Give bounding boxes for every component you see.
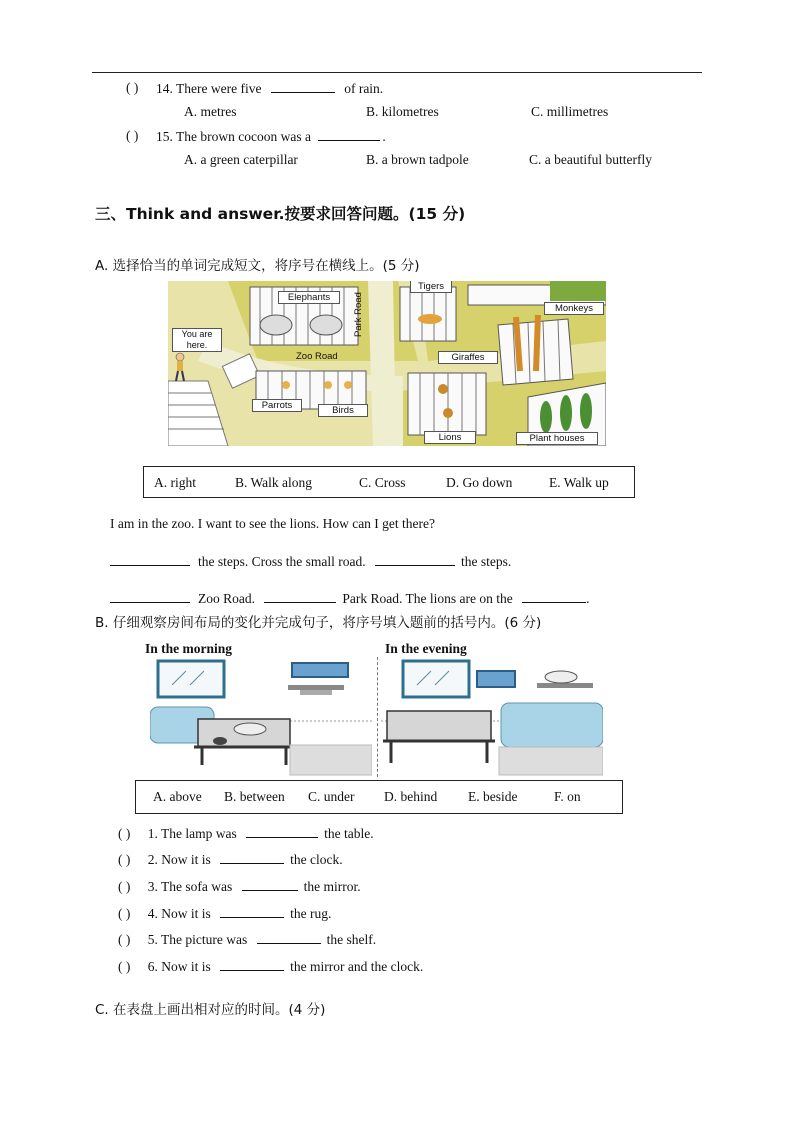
q15-paren: ( ) xyxy=(126,128,139,143)
top-rule xyxy=(92,72,702,73)
partB-q2: ( ) 2. Now it is the clock. xyxy=(118,852,343,867)
label-evening: In the evening xyxy=(385,641,467,656)
q14-option-c[interactable]: C. millimetres xyxy=(531,104,609,119)
q14-option-b[interactable]: B. kilometres xyxy=(366,104,439,119)
partA-options-box xyxy=(143,466,635,498)
q14-paren: ( ) xyxy=(126,80,139,95)
partB-option-b: B. between xyxy=(224,789,285,804)
q6-answer-paren[interactable]: ( ) xyxy=(118,959,131,974)
q1-answer-paren[interactable]: ( ) xyxy=(118,826,131,841)
section3-title: 三、Think and answer.按要求回答问题。(15 分) xyxy=(95,205,466,223)
map-label-tigers: Tigers xyxy=(410,281,452,293)
zoo-map xyxy=(168,281,606,446)
q3-blank[interactable] xyxy=(242,878,298,891)
partB-q3: ( ) 3. The sofa was the mirror. xyxy=(118,879,361,894)
q15-blank[interactable] xyxy=(318,128,380,141)
q15-stem: 15. The brown cocoon was a . xyxy=(156,129,386,144)
map-label-park-road: Park Road xyxy=(353,292,364,337)
map-label-parrots: Parrots xyxy=(252,399,302,412)
partB-q6: ( ) 6. Now it is the mirror and the clock. xyxy=(118,959,424,974)
partB-options-box xyxy=(135,780,623,814)
room-morning xyxy=(150,657,372,777)
partA-option-b: B. Walk along xyxy=(235,475,313,490)
partA-blank-4[interactable] xyxy=(264,590,336,603)
zoo-map-illustration xyxy=(168,281,606,446)
partB-q1: ( ) 1. The lamp was the table. xyxy=(118,826,374,841)
partA-option-c: C. Cross xyxy=(359,475,406,490)
partA-blank-5[interactable] xyxy=(522,590,586,603)
label-morning: In the morning xyxy=(145,641,233,656)
partB-option-e: E. beside xyxy=(468,789,518,804)
room-evening-illustration xyxy=(381,657,603,777)
q3-answer-paren[interactable]: ( ) xyxy=(118,879,131,894)
map-label-birds: Birds xyxy=(318,404,368,417)
partA-blank-2[interactable] xyxy=(375,553,455,566)
map-label-lions: Lions xyxy=(424,431,476,444)
partB-option-d: D. behind xyxy=(384,789,438,804)
partB-instruction: B. 仔细观察房间布局的变化并完成句子，将序号填入题前的括号内。(6 分) xyxy=(95,615,542,631)
q4-answer-paren[interactable]: ( ) xyxy=(118,906,131,921)
partA-blank-1[interactable] xyxy=(110,553,190,566)
partA-blank-3[interactable] xyxy=(110,590,190,603)
map-label-giraffes: Giraffes xyxy=(438,351,498,364)
map-label-plant-houses: Plant houses xyxy=(516,432,598,445)
partB-option-a: A. above xyxy=(153,789,202,804)
q2-blank[interactable] xyxy=(220,851,284,864)
map-label-monkeys: Monkeys xyxy=(544,302,604,315)
partB-q4: ( ) 4. Now it is the rug. xyxy=(118,906,332,921)
partB-q5: ( ) 5. The picture was the shelf. xyxy=(118,932,377,947)
room-morning-illustration xyxy=(150,657,372,777)
partA-option-a: A. right xyxy=(154,475,196,490)
q4-blank[interactable] xyxy=(220,905,284,918)
q14-stem: 14. There were five of rain. xyxy=(156,81,384,96)
map-label-elephants: Elephants xyxy=(278,291,340,304)
map-label-you-are-here: You are here. xyxy=(172,328,222,352)
q5-answer-paren[interactable]: ( ) xyxy=(118,932,131,947)
q15-option-a[interactable]: A. a green caterpillar xyxy=(184,152,298,167)
partA-instruction: A. 选择恰当的单词完成短文，将序号在横线上。(5 分) xyxy=(95,258,420,274)
partA-option-d: D. Go down xyxy=(446,475,513,490)
q2-answer-paren[interactable]: ( ) xyxy=(118,852,131,867)
partC-instruction: C. 在表盘上画出相对应的时间。(4 分) xyxy=(95,1002,326,1018)
partA-line3: Zoo Road. Park Road. The lions are on the . xyxy=(110,590,589,607)
partB-option-c: C. under xyxy=(308,789,355,804)
partA-option-e: E. Walk up xyxy=(549,475,609,490)
q14-blank[interactable] xyxy=(271,80,335,93)
partA-line2: the steps. Cross the small road. the steps. xyxy=(110,553,511,570)
rooms-divider xyxy=(377,657,378,777)
q1-blank[interactable] xyxy=(246,825,318,838)
q15-option-c[interactable]: C. a beautiful butterfly xyxy=(529,152,652,167)
partB-option-f: F. on xyxy=(554,789,581,804)
map-label-zoo-road: Zoo Road xyxy=(296,351,338,362)
q14-option-a[interactable]: A. metres xyxy=(184,104,237,119)
q6-blank[interactable] xyxy=(220,958,284,971)
q15-option-b[interactable]: B. a brown tadpole xyxy=(366,152,469,167)
room-evening xyxy=(381,657,603,777)
partA-line1: I am in the zoo. I want to see the lions. How can I get there? xyxy=(110,516,436,531)
q5-blank[interactable] xyxy=(257,931,321,944)
